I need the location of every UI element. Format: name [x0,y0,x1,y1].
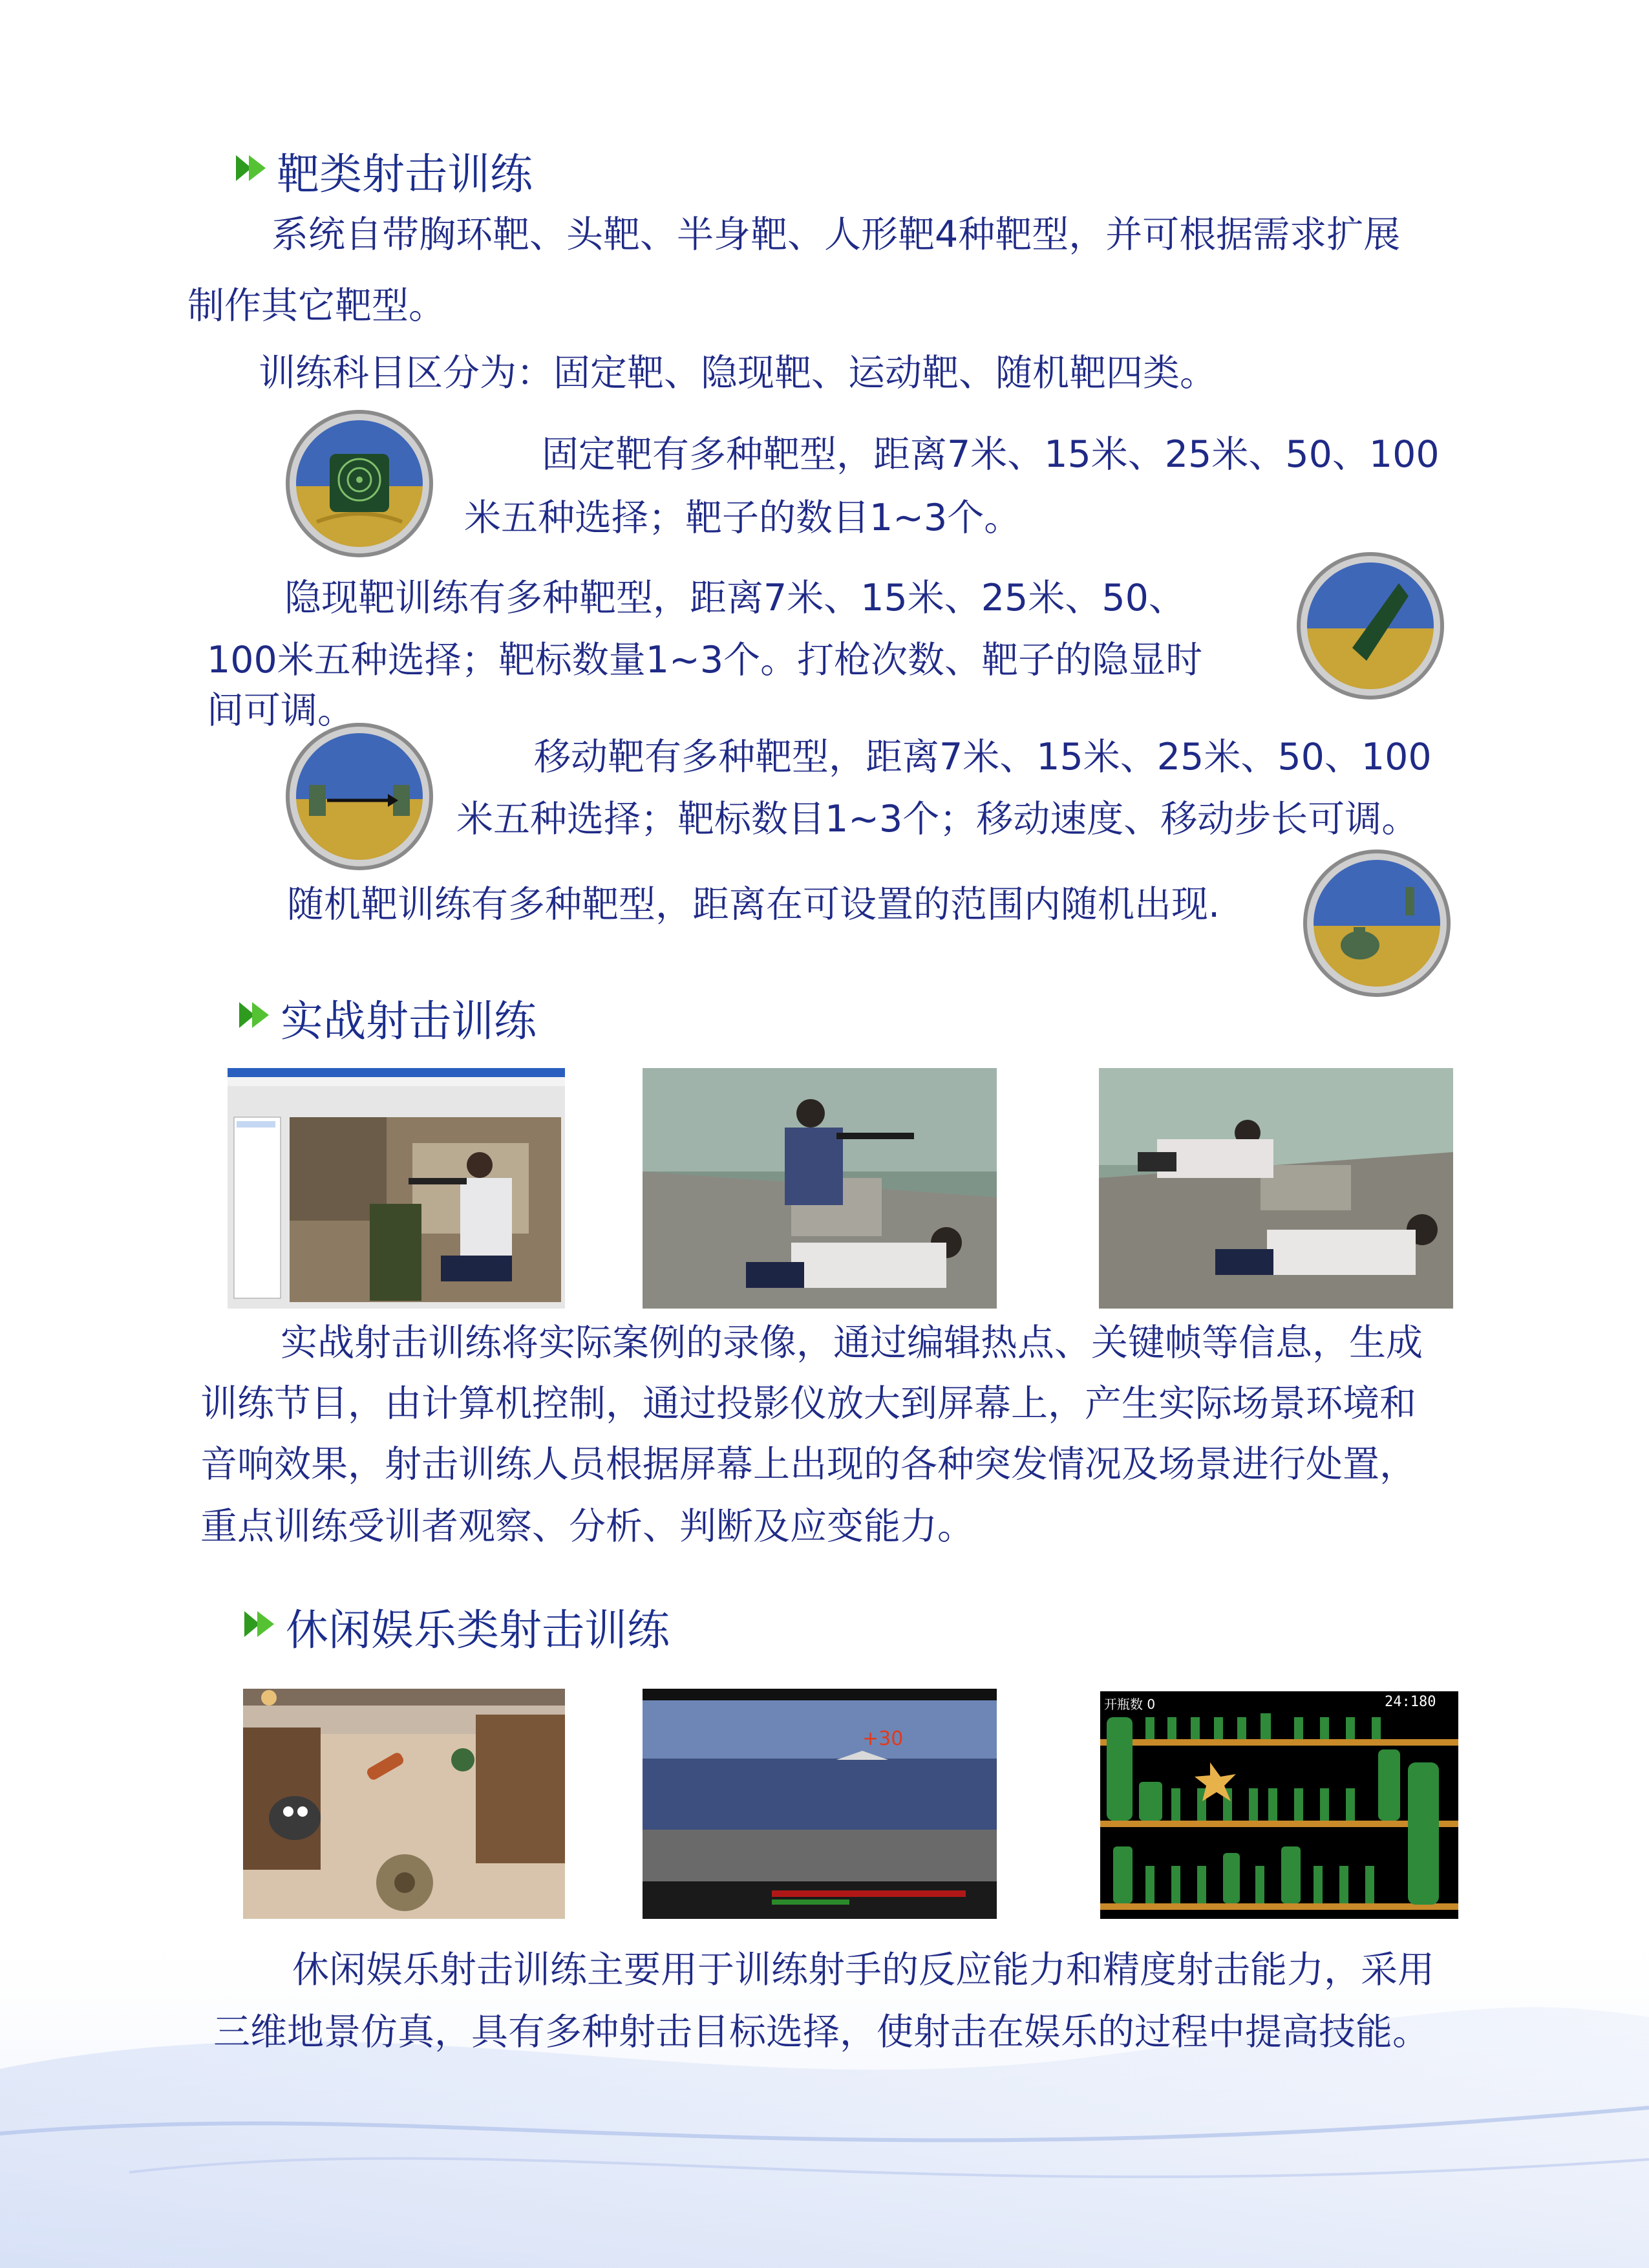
arrow-bullet-icon [238,1000,271,1031]
paragraph-line: 随机靶训练有多种靶型，距离在可设置的范围内随机出现. [287,883,1220,926]
paragraph-line: 训练节目，由计算机控制，通过投影仪放大到屏幕上，产生实际场景环境和 [200,1382,1416,1425]
score-popup: +30 [862,1728,904,1750]
training-video-frame [1099,1068,1453,1309]
arrow-bullet-icon [235,153,268,184]
paragraph-line: 训练科目区分为：固定靶、隐现靶、运动靶、随机靶四类。 [259,352,1217,394]
paragraph-line: 系统自带胸环靶、头靶、半身靶、人形靶4种靶型，并可根据需求扩展 [271,213,1401,256]
paragraph-line: 实战射击训练将实际案例的录像，通过编辑热点、关键帧等信息，生成 [281,1321,1423,1364]
paragraph-line: 制作其它靶型。 [187,284,445,327]
paragraph-line: 音响效果，射击训练人员根据屏幕上出现的各种突发情况及场景进行处置， [200,1443,1416,1486]
paragraph-line: 间可调。 [207,689,354,732]
game-screenshot-western [243,1689,565,1919]
section-heading-leisure: 休闲娱乐类射击训练 [286,1605,670,1655]
fixed-target-icon [284,409,434,559]
game-timer: 24:180 [1385,1694,1436,1710]
paragraph-line: 米五种选择；靶子的数目1~3个。 [464,497,1021,539]
arrow-bullet-icon [243,1609,277,1640]
section-heading-target: 靶类射击训练 [277,149,533,199]
moving-target-icon [284,722,434,872]
section-heading-combat: 实战射击训练 [281,996,537,1046]
training-video-frame [643,1068,997,1309]
game-screenshot-bottles [1100,1691,1458,1919]
paragraph-line: 米五种选择；靶标数目1~3个；移动速度、移动步长可调。 [456,798,1419,840]
training-software-screenshot [228,1068,565,1309]
bottle-count-label: 开瓶数 0 [1104,1696,1156,1712]
paragraph-line: 100米五种选择；靶标数量1~3个。打枪次数、靶子的隐显时 [207,639,1203,681]
popup-target-icon [1295,551,1445,701]
paragraph-line: 移动靶有多种靶型，距离7米、15米、25米、50、100 [534,736,1432,778]
paragraph-line: 休闲娱乐射击训练主要用于训练射手的反应能力和精度射击能力，采用 [292,1949,1434,1991]
game-screenshot-sea [643,1689,997,1919]
paragraph-line: 固定靶有多种靶型，距离7米、15米、25米、50、100 [542,433,1440,476]
paragraph-line: 三维地景仿真，具有多种射击目标选择，使射击在娱乐的过程中提高技能。 [213,2011,1429,2053]
paragraph-line: 隐现靶训练有多种靶型，距离7米、15米、25米、50、 [284,577,1186,619]
random-target-icon [1302,848,1452,998]
paragraph-line: 重点训练受训者观察、分析、判断及应变能力。 [200,1505,974,1548]
